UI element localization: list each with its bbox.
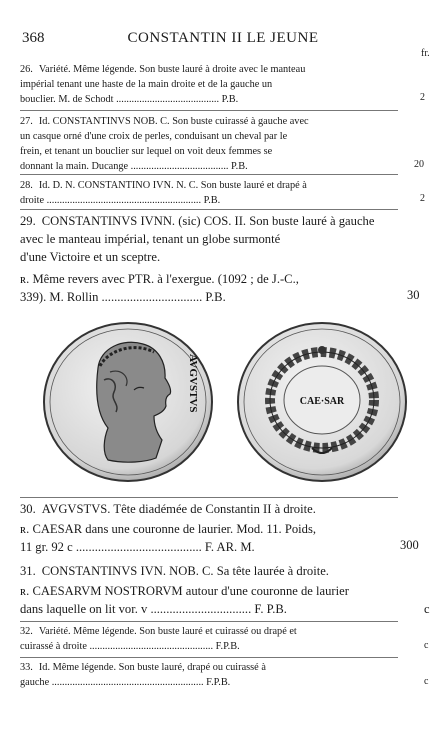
catalog-entry — [20, 562, 398, 618]
catalog-entry — [20, 62, 398, 107]
page-number: 368 — [22, 30, 45, 46]
entry-line: avec le manteau impérial, tenant un globe surmonté — [20, 232, 281, 246]
entry-line: gauche ........................................................... F.P.B. — [20, 677, 231, 688]
coin-reverse-image — [232, 320, 412, 485]
coin-obverse-image — [38, 320, 218, 485]
divider — [20, 621, 398, 622]
entry-value: 2 — [420, 92, 425, 103]
reverse-line: ʀ. CAESAR dans une couronne de laurier. Mod. 11. Poids, — [20, 522, 317, 536]
entry-line: donnant la main. Ducange ...................................... P.B. — [20, 161, 248, 172]
divider — [20, 209, 398, 210]
entry-line: 26. Variété. Même légende. Son buste lauré à droite avec le manteau — [20, 64, 306, 75]
entry-line: 33. Id. Même légende. Son buste lauré, drapé ou cuirassé à — [20, 662, 266, 673]
entry-value: 300 — [400, 538, 419, 552]
divider — [20, 174, 398, 175]
entry-line: bouclier. M. de Schodt ........................................ P.B. — [20, 94, 239, 105]
reverse-line: ʀ. Même revers avec PTR. à l'exergue. (1092 ; de J.-C., — [20, 272, 299, 286]
coin-legend: AVGVSTVS — [187, 354, 199, 413]
coin-legend: CAE·SAR — [299, 396, 345, 407]
entry-line: 31. CONSTANTINVS IVN. NOB. C. Sa tête laurée à droite. — [20, 564, 329, 578]
entry-value: 2 — [420, 193, 425, 204]
entry-line: cuirassé à droite ................................................ F.P.B. — [20, 641, 240, 652]
entry-value: c — [424, 602, 430, 616]
catalog-entry — [20, 500, 398, 556]
entry-line: d'une Victoire et un sceptre. — [20, 250, 161, 264]
entry-line: 32. Variété. Même légende. Son buste lauré et cuirassé ou drapé et — [20, 626, 297, 637]
reverse-line: ʀ. CAESARVM NOSTRORVM autour d'une couronne de laurier — [20, 584, 349, 598]
entry-line: 28. Id. D. N. CONSTANTINO IVN. N. C. Son buste lauré et drapé à — [20, 180, 307, 191]
catalog-entry — [20, 114, 398, 174]
reverse-line: dans laquelle on lit vor. v ................................ F. P.B. — [20, 602, 287, 616]
catalog-entry — [20, 660, 398, 690]
entry-line: un casque orné d'une croix de perles, conduisant un cheval par le — [20, 131, 288, 142]
entry-value: 20 — [414, 159, 424, 170]
entry-value: 30 — [407, 288, 420, 302]
catalog-entry — [20, 624, 398, 654]
divider — [20, 657, 398, 658]
catalog-entry — [20, 178, 398, 208]
column-label: fr. — [421, 48, 430, 59]
reverse-line: 339). M. Rollin ................................ P.B. — [20, 290, 226, 304]
entry-line: 27. Id. CONSTANTINVS NOB. C. Son buste cuirassé à gauche avec — [20, 116, 309, 127]
catalog-entry — [20, 212, 398, 306]
entry-line: impérial tenant une haste de la main droite et de la gauche un — [20, 79, 273, 90]
entry-value: c — [424, 640, 429, 651]
entry-value: c — [424, 676, 429, 687]
entry-line: 29. CONSTANTINVS IVNN. (sic) COS. II. Son buste lauré à gauche — [20, 214, 375, 228]
entry-line: 30. AVGVSTVS. Tête diadémée de Constantin II à droite. — [20, 502, 316, 516]
entry-line: frein, et tenant un bouclier sur lequel on voit deux femmes se — [20, 146, 273, 157]
divider — [20, 497, 398, 498]
reverse-line: 11 gr. 92 c ........................................ F. AR. M. — [20, 540, 255, 554]
divider — [20, 110, 398, 111]
entry-line: droite ............................................................ P.B. — [20, 195, 221, 206]
running-title: CONSTANTIN II LE JEUNE — [127, 30, 319, 46]
